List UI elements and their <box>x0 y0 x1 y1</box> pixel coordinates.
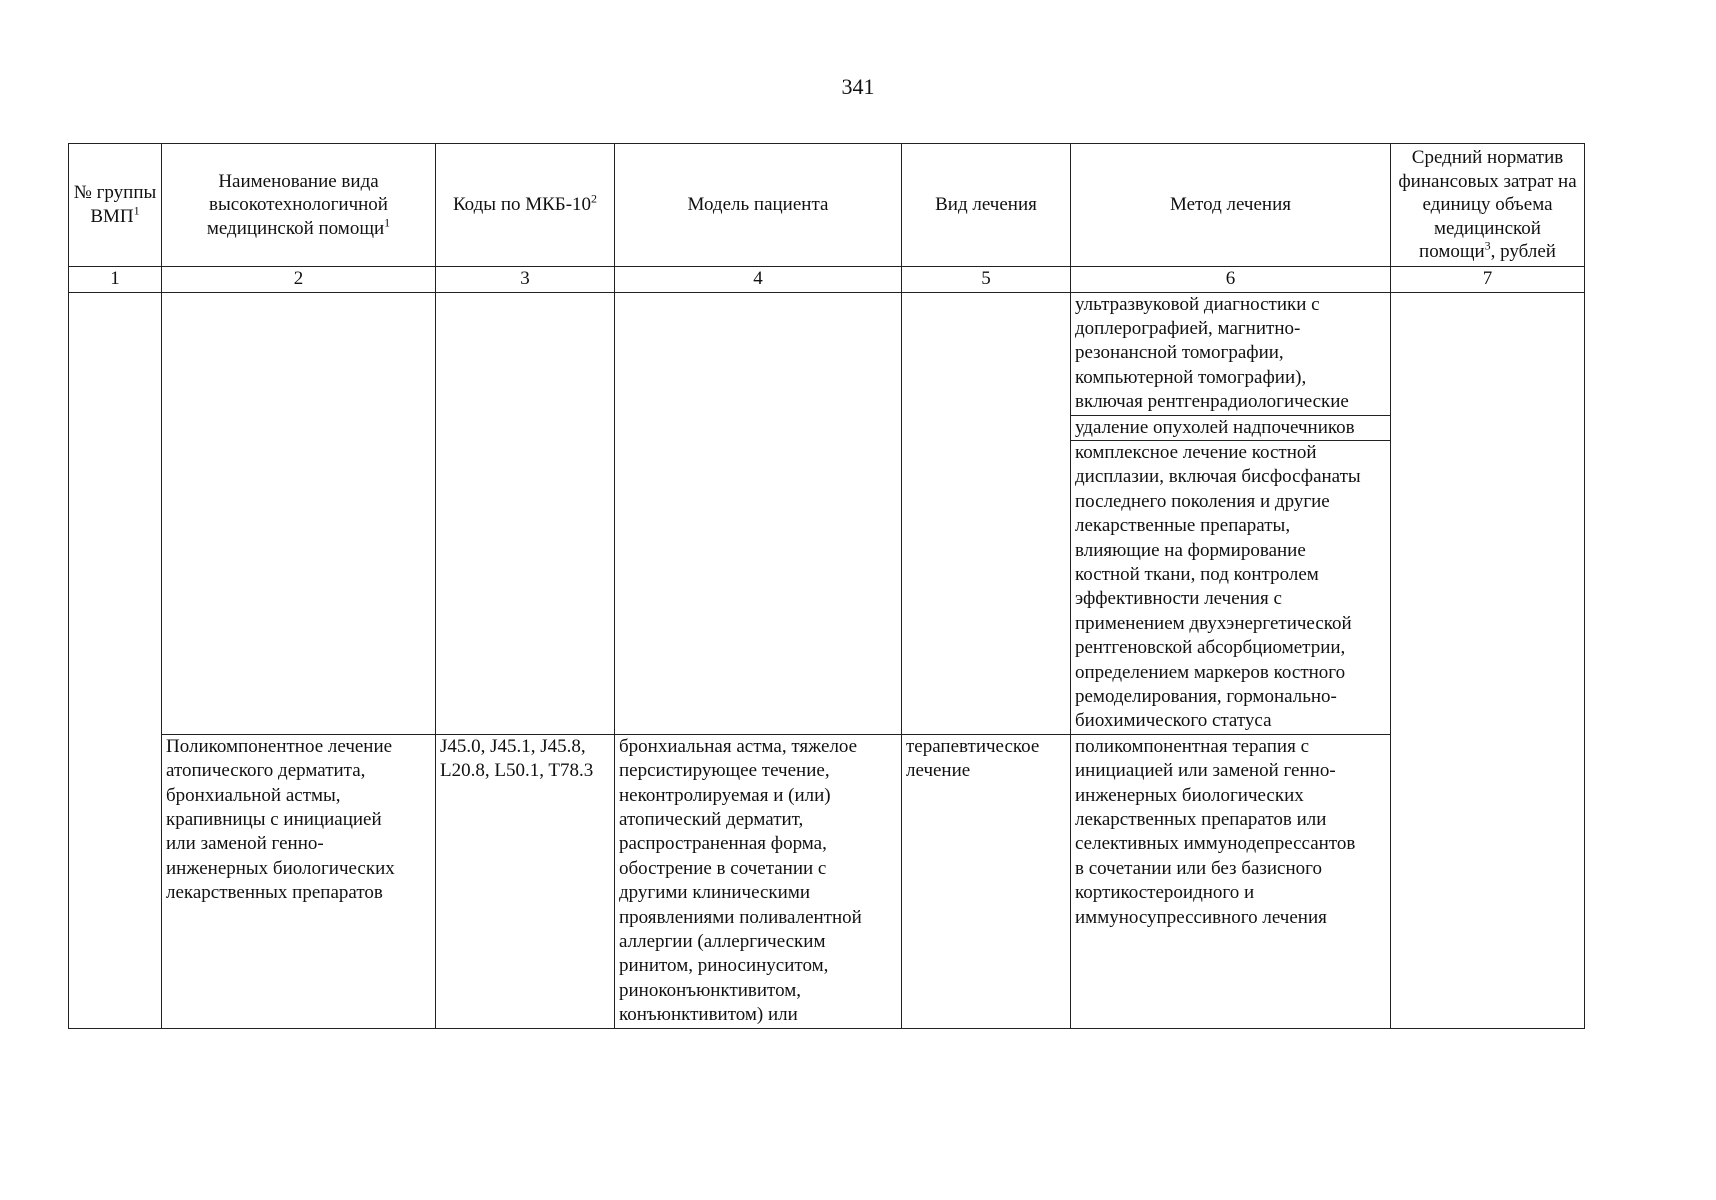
text-line: удаление опухолей надпочечников <box>1075 416 1355 438</box>
cell-icd-codes <box>436 734 615 1028</box>
cell-care-name <box>162 292 436 734</box>
text-line: влияющие на формирование <box>1075 539 1306 561</box>
text-line: селективных иммунодепрессантов <box>1075 833 1356 855</box>
text-line: ринитом, риносинуситом, <box>619 955 829 977</box>
text-line: в сочетании или без базисного <box>1075 857 1322 879</box>
cell-treatment-method <box>1071 292 1391 734</box>
text-line: крапивницы с инициацией <box>166 809 382 831</box>
header-icd-codes: Коды по МКБ-$10^2$ <box>436 144 615 267</box>
cell-treatment-type <box>902 734 1071 1028</box>
text-line: резонансной томографии, <box>1075 342 1284 364</box>
text-line: атопический дерматит, <box>619 809 804 831</box>
text-line: L20.8, L50.1, T78.3 <box>440 760 594 782</box>
cell-icd-codes <box>436 292 615 734</box>
text-line: биохимического статуса <box>1075 710 1272 732</box>
text-line: инженерных биологических <box>166 857 395 879</box>
text-line: терапевтическое <box>906 735 1040 757</box>
column-number: 1 <box>69 266 162 292</box>
text-line: бронхиальной астмы, <box>166 784 341 806</box>
cell-patient-model <box>615 734 902 1028</box>
text-line: компьютерной томографии), <box>1075 366 1307 388</box>
header-patient-model: Модель пациента <box>615 144 902 267</box>
column-number: 4 <box>615 266 902 292</box>
text-line: аллергии (аллергическим <box>619 931 826 953</box>
treatment-row <box>69 734 1585 1028</box>
cell-care-name <box>162 734 436 1028</box>
cell-group-number <box>69 292 162 1029</box>
text-line: доплерографией, магнитно- <box>1075 317 1301 339</box>
text-line: лекарственных препаратов или <box>1075 809 1327 831</box>
text-line: комплексное лечение костной <box>1075 441 1317 463</box>
text-line: персистирующее течение, <box>619 760 830 782</box>
medical-care-table <box>68 143 1585 1029</box>
text-line: лекарственных препаратов <box>166 882 383 904</box>
column-number: 5 <box>902 266 1071 292</box>
text-line: распространенная форма, <box>619 833 827 855</box>
column-number: 7 <box>1391 266 1585 292</box>
text-line: инициацией или заменой генно- <box>1075 760 1336 782</box>
text-line: другими клиническими <box>619 882 811 904</box>
text-line: риноконъюнктивитом, <box>619 979 802 1001</box>
method-part <box>1071 440 1390 734</box>
text-line: конъюнктивитом) или <box>619 1004 798 1026</box>
text-line: проявлениями поливалентной <box>619 906 862 928</box>
text-line: атопического дерматита, <box>166 760 366 782</box>
text-line: последнего поколения и другие <box>1075 490 1330 512</box>
text-line: дисплазии, включая бисфосфанаты <box>1075 466 1361 488</box>
header-group-number: № группы ВМП$^1$ <box>69 144 162 267</box>
text-line: лечение <box>906 760 971 782</box>
cell-cost-standard <box>1391 292 1585 1029</box>
text-line: применением двухэнергетической <box>1075 612 1352 634</box>
text-line: рентгеновской абсорбциометрии, <box>1075 637 1346 659</box>
header-row <box>69 144 1585 267</box>
method-part <box>1071 293 1390 415</box>
text-line: иммуносупрессивного лечения <box>1075 906 1327 928</box>
page-number: 341 <box>841 74 875 99</box>
text-line: Поликомпонентное лечение <box>166 735 393 757</box>
text-line: лекарственные препараты, <box>1075 515 1291 537</box>
text-line: включая рентгенрадиологические <box>1075 391 1349 413</box>
header-treatment-method: Метод лечения <box>1071 144 1391 267</box>
cell-patient-model <box>615 292 902 734</box>
header-cost-standard: Средний норматив финансовых затрат на единицу объема медицинской помощи$^3$, рублей <box>1391 144 1585 267</box>
column-number: 2 <box>162 266 436 292</box>
text-line: инженерных биологических <box>1075 784 1304 806</box>
text-line: бронхиальная астма, тяжелое <box>619 735 858 757</box>
column-number: 6 <box>1071 266 1391 292</box>
text-line: кортикостероидного и <box>1075 882 1255 904</box>
column-number-row <box>69 266 1585 292</box>
column-number: 3 <box>436 266 615 292</box>
text-line: J45.0, J45.1, J45.8, <box>440 735 586 757</box>
text-line: эффективности лечения с <box>1075 588 1282 610</box>
text-line: поликомпонентная терапия с <box>1075 735 1310 757</box>
text-line: ремоделирования, гормонально- <box>1075 686 1337 707</box>
method-part <box>1071 415 1390 440</box>
text-line: ультразвуковой диагностики с <box>1075 293 1320 315</box>
text-line: или заменой генно- <box>166 833 324 855</box>
text-line: обострение в сочетании с <box>619 857 827 879</box>
header-care-name: Наименование вида высокотехнологичной медицинской помощи$^1$ <box>162 144 436 267</box>
cell-treatment-type <box>902 292 1071 734</box>
text-line: неконтролируемая и (или) <box>619 784 831 806</box>
continuation-row <box>69 292 1585 734</box>
cell-treatment-method <box>1071 734 1391 1028</box>
text-line: костной ткани, под контролем <box>1075 563 1319 585</box>
text-line: определением маркеров костного <box>1075 661 1346 683</box>
header-treatment-type: Вид лечения <box>902 144 1071 267</box>
